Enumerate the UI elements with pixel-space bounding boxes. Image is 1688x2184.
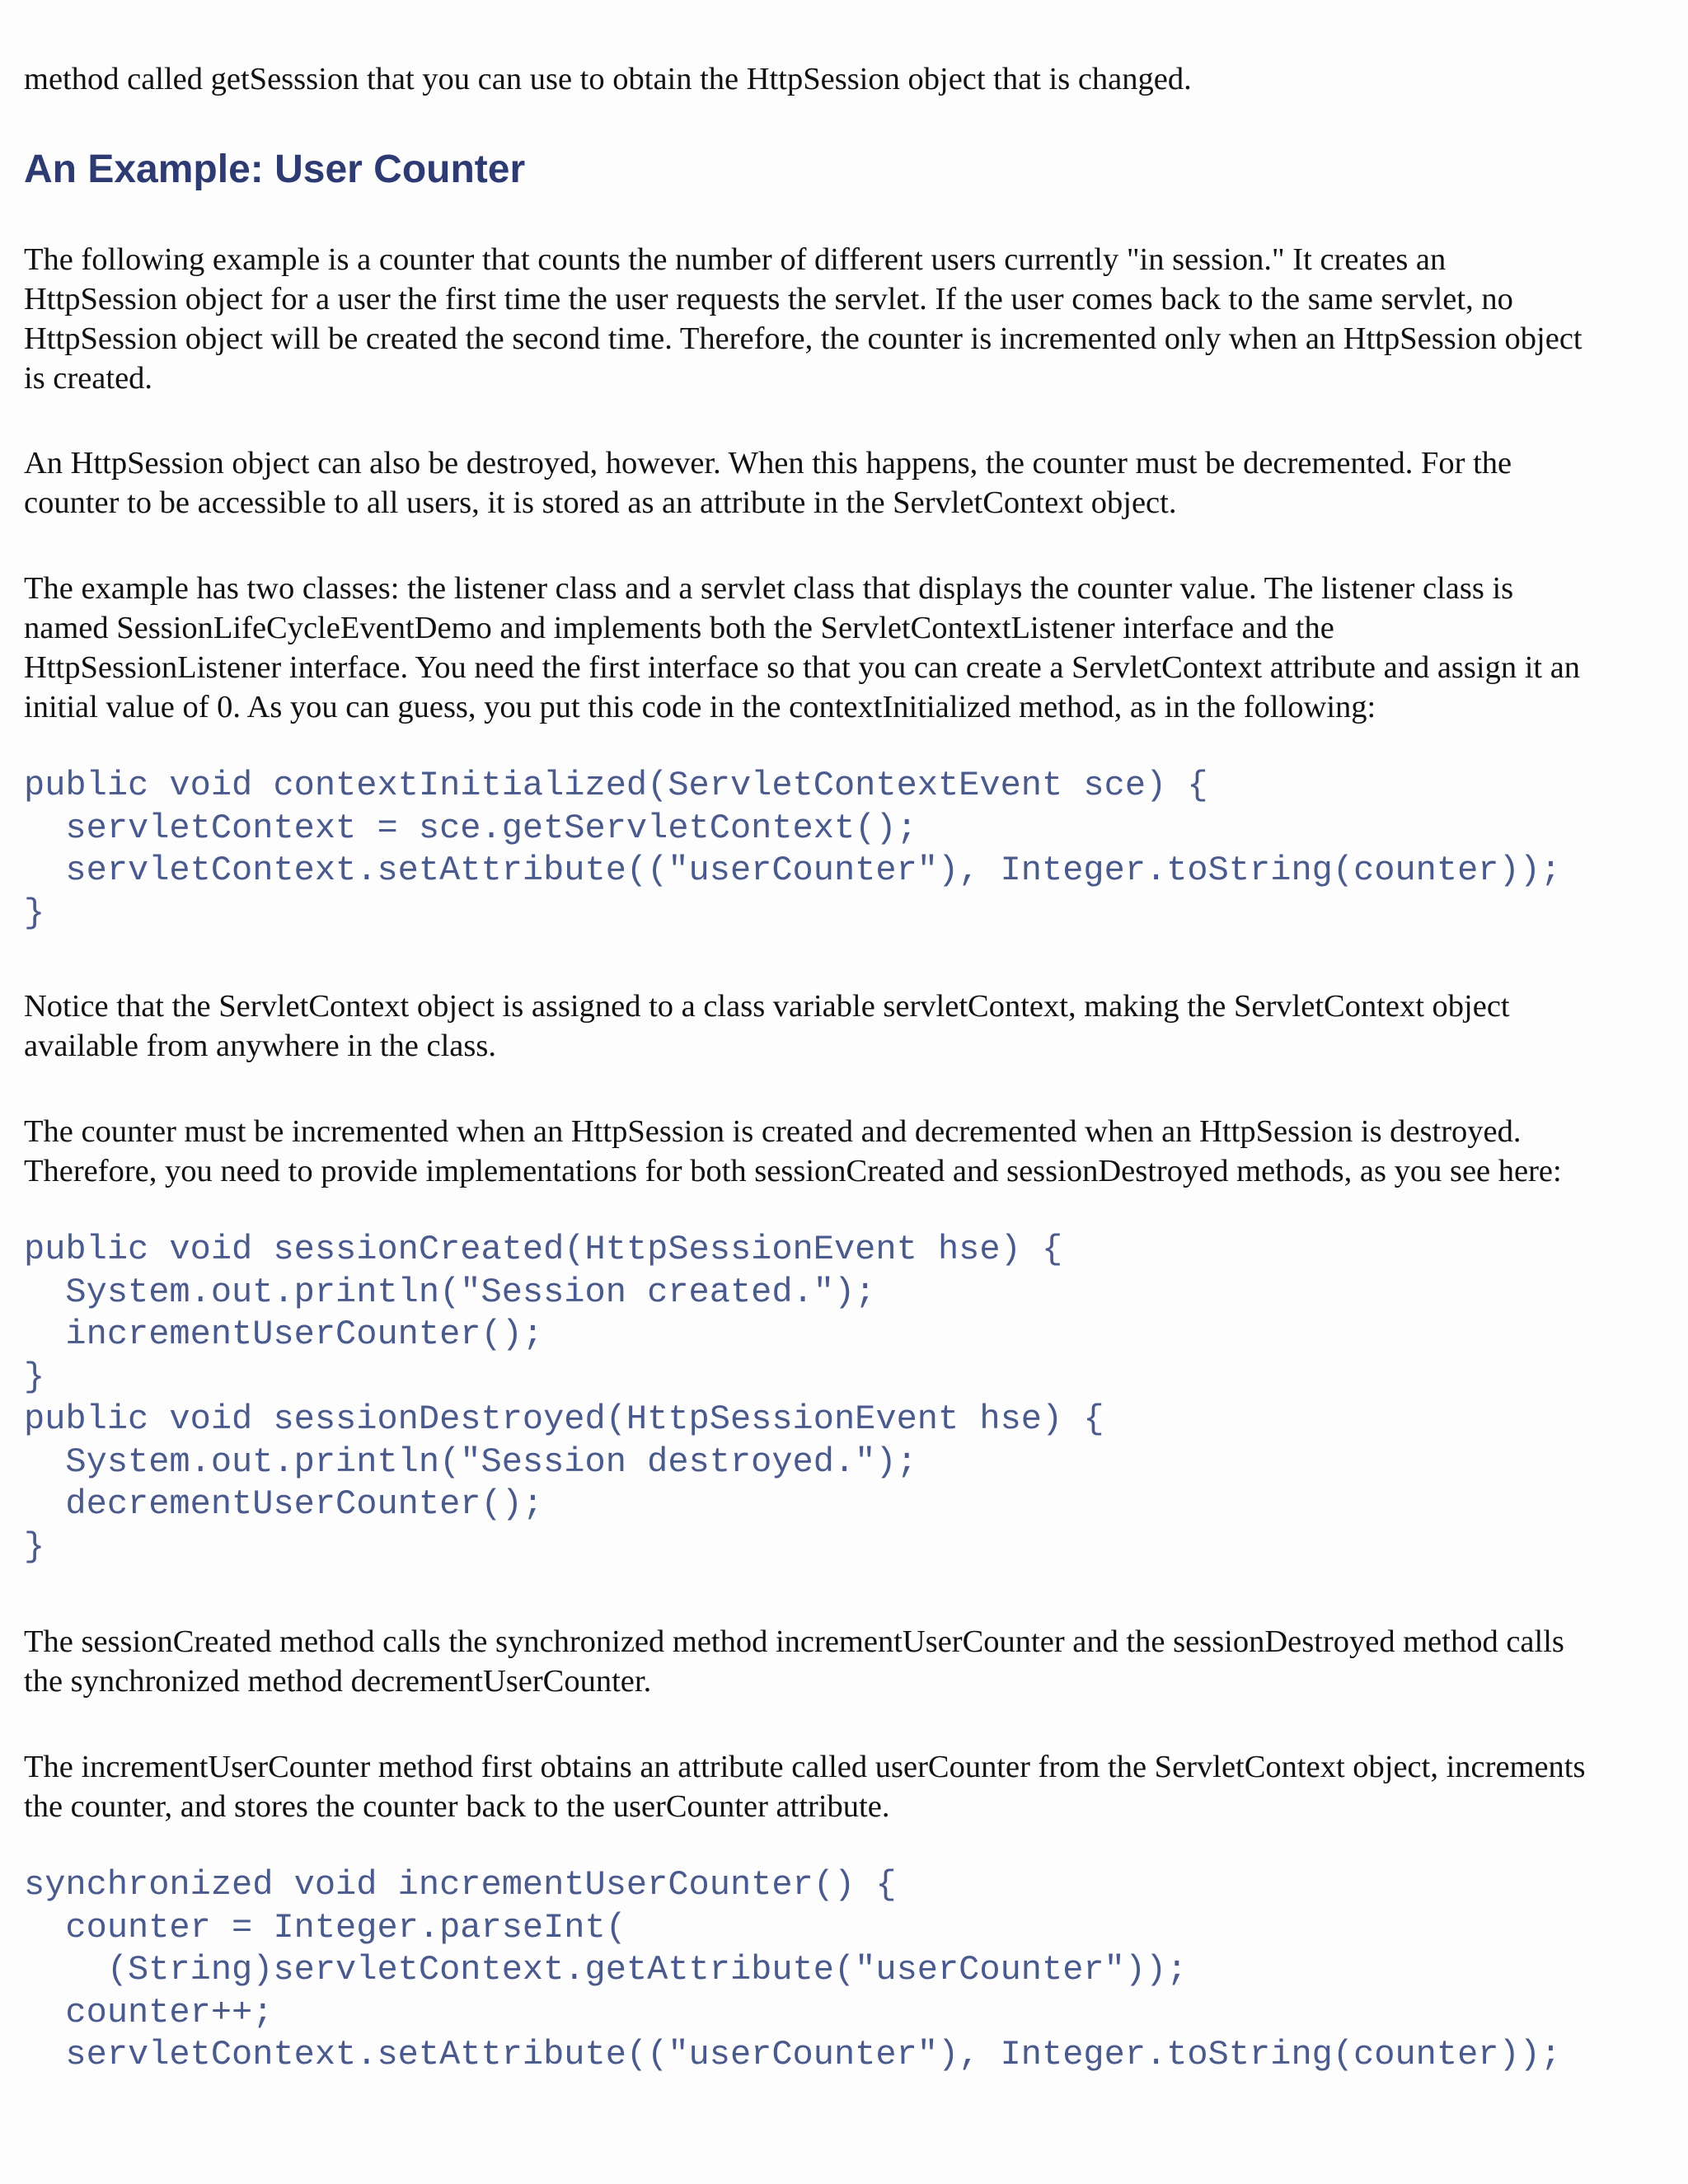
paragraph-line: the synchronized method decrementUserCounter. [24, 1664, 652, 1699]
paragraph-line: HttpSession object for a user the first time the user requests the servlet. If the user comes back to the same servlet, no [24, 282, 1513, 316]
code-line: } [24, 1357, 45, 1397]
code-line: decrementUserCounter(); [24, 1484, 544, 1524]
code-line: servletContext = sce.getServletContext(); [24, 808, 917, 848]
code-line: public void contextInitialized(ServletContextEvent sce) { [24, 766, 1208, 805]
code-line: servletContext.setAttribute(("userCounter"), Integer.toString(counter)); [24, 851, 1562, 890]
paragraph-line: named SessionLifeCycleEventDemo and implements both the ServletContextListener interface and the [24, 611, 1334, 645]
paragraph-4 [24, 987, 1510, 1066]
paragraph-2 [24, 443, 1512, 523]
paragraph-line: The example has two classes: the listener class and a servlet class that displays the counter value. The listener class is [24, 571, 1514, 606]
code-block-context-initialized [24, 765, 1561, 935]
code-line: } [24, 893, 45, 933]
code-line: synchronized void incrementUserCounter() { [24, 1865, 897, 1905]
paragraph-line: method called getSesssion that you can use to obtain the HttpSession object that is changed. [24, 62, 1192, 96]
section-heading: An Example: User Counter [24, 148, 526, 191]
code-line: incrementUserCounter(); [24, 1315, 544, 1354]
code-line: public void sessionCreated(HttpSessionEvent hse) { [24, 1230, 1063, 1269]
paragraph-7 [24, 1747, 1586, 1826]
code-line: } [24, 1526, 45, 1567]
paragraph-line: The sessionCreated method calls the synchronized method incrementUserCounter and the sessionDestroyed method calls [24, 1624, 1564, 1659]
paragraph-5 [24, 1112, 1562, 1191]
paragraph-3 [24, 569, 1580, 727]
code-line: public void sessionDestroyed(HttpSessionEvent hse) { [24, 1399, 1104, 1439]
paragraph-line: the counter, and stores the counter back to the userCounter attribute. [24, 1789, 890, 1824]
paragraph-line: An HttpSession object can also be destroyed, however. When this happens, the counter must be decremented. For the [24, 446, 1512, 480]
paragraph-1 [24, 240, 1582, 398]
code-line: counter = Integer.parseInt( [24, 1907, 626, 1947]
paragraph-line: available from anywhere in the class. [24, 1029, 496, 1063]
intro-paragraph [24, 59, 1192, 99]
code-block-increment-user-counter [24, 1864, 1561, 2077]
paragraph-line: HttpSession object will be created the second time. Therefore, the counter is incremented only when an HttpSession object [24, 321, 1582, 356]
paragraph-line: The counter must be incremented when an HttpSession is created and decremented when an HttpSession is destroyed. [24, 1114, 1522, 1149]
paragraph-line: initial value of 0. As you can guess, you put this code in the contextInitialized method, as in the following: [24, 690, 1376, 724]
paragraph-line: HttpSessionListener interface. You need the first interface so that you can create a ServletContext attribute and assign it an [24, 650, 1581, 685]
code-line: (String)servletContext.getAttribute("userCounter")); [24, 1950, 1188, 1990]
code-line: System.out.println("Session destroyed."); [24, 1441, 917, 1482]
code-line: servletContext.setAttribute(("userCounter"), Integer.toString(counter)); [24, 2035, 1562, 2074]
paragraph-line: Notice that the ServletContext object is assigned to a class variable servletContext, making the ServletContext object [24, 989, 1510, 1024]
paragraph-line: Therefore, you need to provide implementations for both sessionCreated and sessionDestroyed methods, as you see here: [24, 1154, 1562, 1188]
code-line: System.out.println("Session created."); [24, 1272, 876, 1312]
paragraph-line: counter to be accessible to all users, it is stored as an attribute in the ServletContext object. [24, 485, 1177, 520]
paragraph-line: is created. [24, 361, 153, 396]
paragraph-6 [24, 1622, 1564, 1701]
paragraph-line: The following example is a counter that counts the number of different users currently "in session." It creates an [24, 242, 1447, 277]
paragraph-line: The incrementUserCounter method first obtains an attribute called userCounter from the ServletContext object, increments [24, 1750, 1586, 1784]
code-block-session-methods [24, 1229, 1104, 1568]
code-line: counter++; [24, 1992, 274, 2032]
